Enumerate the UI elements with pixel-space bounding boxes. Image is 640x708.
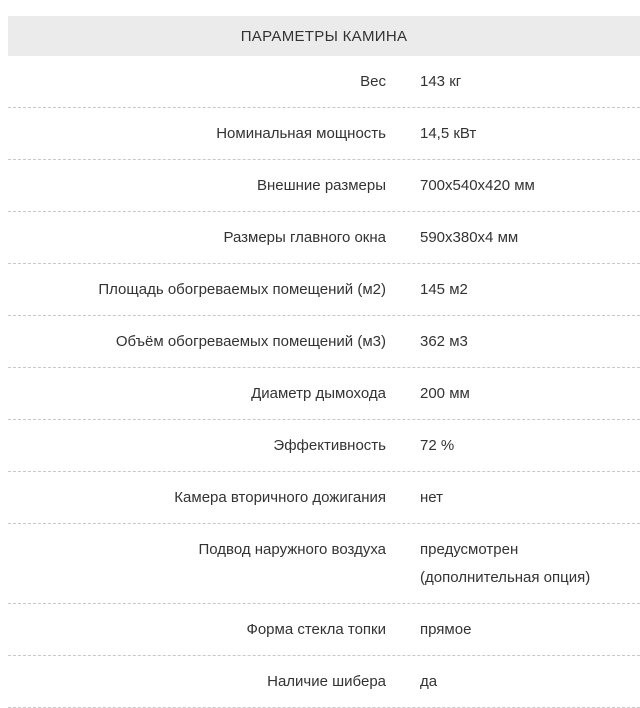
row-label: Площадь обогреваемых помещений (м2) (98, 281, 386, 298)
table-row (8, 604, 640, 656)
row-value-line: предусмотрен (420, 541, 519, 558)
table-row (8, 316, 640, 368)
table-row (8, 264, 640, 316)
row-value: 143 кг (420, 73, 462, 90)
row-value-line: (дополнительная опция) (420, 569, 591, 586)
row-value: 145 м2 (420, 281, 468, 298)
table-row (8, 368, 640, 420)
row-label: Размеры главного окна (223, 229, 386, 246)
table-row (8, 472, 640, 524)
row-label: Объём обогреваемых помещений (м3) (115, 333, 386, 350)
row-label: Форма стекла топки (246, 621, 386, 638)
row-label: Наличие шибера (267, 673, 386, 690)
table-body (8, 56, 640, 708)
table-row (8, 56, 640, 108)
table-row (8, 160, 640, 212)
table-row (8, 212, 640, 264)
table-row (8, 108, 640, 160)
table-row (8, 524, 640, 604)
table-row (8, 656, 640, 708)
table-row (8, 420, 640, 472)
row-value: 72 % (420, 437, 455, 454)
row-value: 14,5 кВт (420, 125, 477, 142)
table-title: ПАРАМЕТРЫ КАМИНА (8, 16, 640, 56)
row-value: 362 м3 (420, 333, 468, 350)
row-value: нет (420, 489, 443, 506)
row-label: Номинальная мощность (216, 125, 386, 142)
row-label: Камера вторичного дожигания (174, 489, 386, 506)
row-label: Эффективность (273, 437, 386, 454)
row-label: Внешние размеры (256, 177, 386, 194)
row-value: 590x380x4 мм (420, 229, 519, 246)
row-value: 200 мм (420, 385, 470, 402)
row-value: прямое (420, 621, 472, 638)
row-label: Подвод наружного воздуха (198, 541, 386, 558)
row-value (396, 524, 640, 603)
row-value: 700x540x420 мм (420, 177, 535, 194)
row-label: Диаметр дымохода (251, 385, 386, 402)
row-label: Вес (360, 73, 386, 90)
row-value: да (420, 673, 438, 690)
